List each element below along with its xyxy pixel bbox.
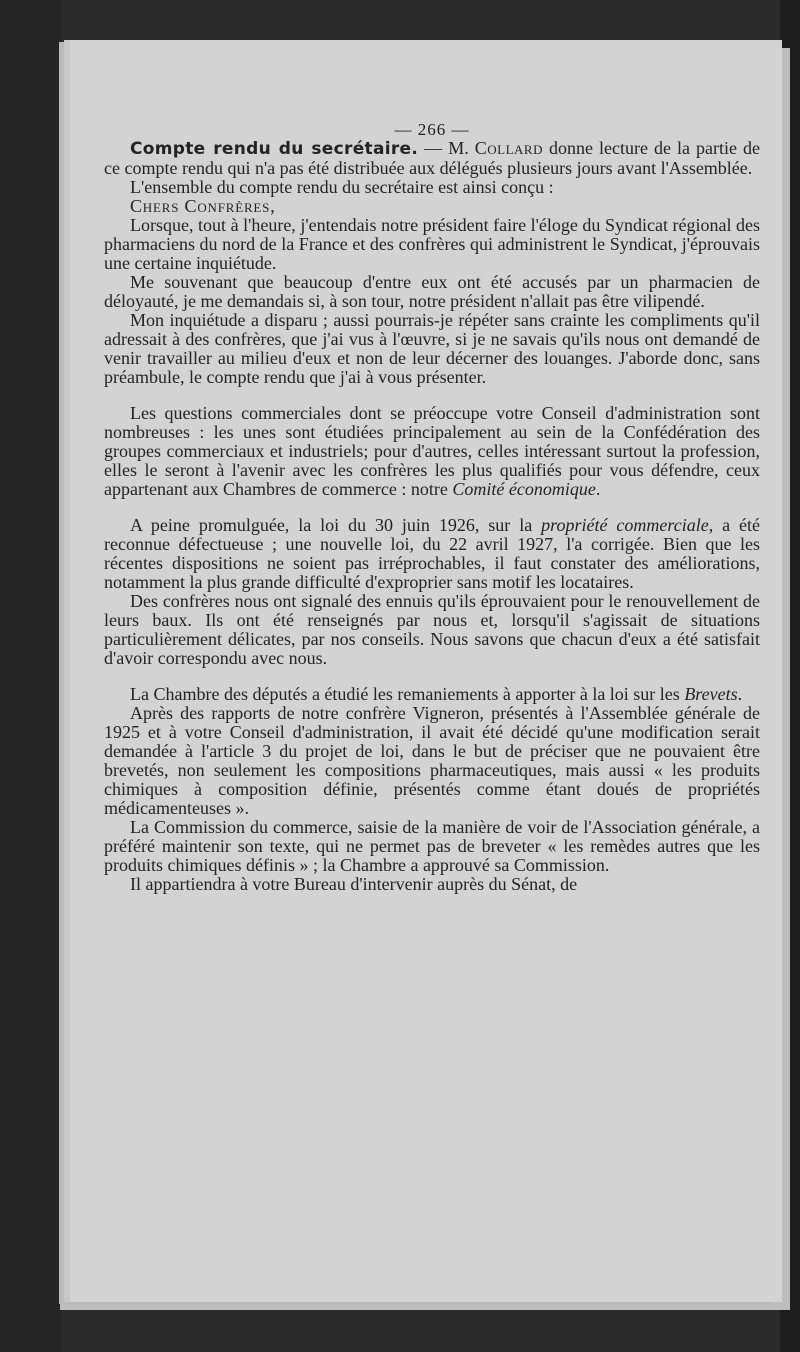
paragraph-7-start: La Chambre des députés a étudié les remaniements à apporter à la loi sur les: [130, 684, 680, 704]
spacer: [104, 499, 760, 516]
salutation: Chers Confrères,: [130, 196, 276, 216]
paragraph-7: [104, 685, 760, 704]
section-title: Compte rendu du secrétaire.: [130, 139, 419, 159]
paragraph-4-text: Les questions commerciales dont se préoccupe votre Conseil d'administration sont nombreuses : les unes sont étudiées principalement au sein de la Confédération des groupes commerciaux et industriels; pour d'autres, celles intéressant surtout la profession, elles le seront à l'avenir avec les confrères les plus qualifiés pour vous défendre, ceux appartenant aux Chambres de commerce : notre: [104, 403, 760, 499]
page-number: — 266 —: [394, 120, 470, 139]
paragraph-2: Me souvenant que beaucoup d'entre eux ont été accusés par un pharmacien de déloyauté, je me demandais si, à son tour, notre président n'allait pas être vilipendé.: [104, 272, 760, 311]
speaker-prefix: M.: [448, 138, 469, 158]
spacer: [104, 387, 760, 404]
paragraph-1: Lorsque, tout à l'heure, j'entendais notre président faire l'éloge du Syndicat régional des pharmaciens du nord de la France et des confrères qui administrent le Syndicat, j'éprouvais une certaine inquiétude.: [104, 215, 760, 273]
page-body: [104, 120, 760, 894]
paragraph-5-rest: , a été reconnue défectueuse ; une nouvelle loi, du 22 avril 1927, l'a corrigée. Bien que les récentes dispositions ne soient pas irréprochables, il faut constater des améliorations, notamment la plus grande difficulté d'exproprier sans motif les locataires.: [104, 515, 761, 592]
scan-backdrop-left: [0, 0, 62, 1352]
spacer: [104, 668, 760, 685]
paragraph-6: Des confrères nous ont signalé des ennuis qu'ils éprouvaient pour le renouvellement de leurs baux. Ils ont été renseignés par nous et, lorsqu'il s'agissait de situations particulièrement délicates, par nos conseils. Nous savons que chacun d'eux a été satisfait d'avoir correspondu avec nous.: [104, 591, 760, 668]
paragraph-4-end: .: [595, 479, 601, 499]
paragraph-7-end: .: [737, 684, 743, 704]
paragraph-8: Après des rapports de notre confrère Vigneron, présentés à l'Assemblée générale de 1925 et à votre Conseil d'administration, il avait été décidé qu'une modification serait demandée à l'article 3 du projet de loi, dans le but de préciser que ne pouvaient être brevetés, non seulement les compositions pharmaceutiques, mais aussi « les produits chimiques à composition définie, présentés comme étant doués de propriétés médicamenteuses ».: [104, 703, 760, 818]
section-heading-paragraph: [104, 139, 760, 178]
paragraph-3: Mon inquiétude a disparu ; aussi pourrais-je répéter sans crainte les compliments qu'il adressait à des confrères, que j'ai vus à l'œuvre, si je ne savais qu'ils nous ont demandé de venir travailler au milieu d'eux et non de leur décerner des louanges. J'aborde donc, sans préambule, le compte rendu que j'ai à vous présenter.: [104, 310, 760, 387]
paragraph-10: Il appartiendra à votre Bureau d'intervenir auprès du Sénat, de: [130, 874, 578, 894]
paragraph-5: [104, 516, 760, 592]
paragraph-4-italic: Comité économique: [452, 479, 596, 499]
intro-paragraph: L'ensemble du compte rendu du secrétaire est ainsi conçu :: [130, 177, 554, 197]
paragraph-5-italic: propriété commerciale: [541, 515, 709, 535]
paragraph-9: La Commission du commerce, saisie de la manière de voir de l'Association générale, a préféré maintenir son texte, qui ne permet pas de breveter « les remèdes autres que les produits chimiques définis » ; la Chambre a approuvé sa Commission.: [104, 817, 760, 875]
paragraph-5-start: A peine promulguée, la loi du 30 juin 1926, sur la: [130, 515, 533, 535]
paragraph-7-italic: Brevets: [684, 684, 738, 704]
heading-dash: —: [424, 138, 443, 158]
speaker-name: Collard: [474, 138, 543, 158]
paragraph-4: [104, 404, 760, 499]
heading-text: donne lecture de la partie de ce compte rendu qui n'a pas été distribuée aux délégués plusieurs jours avant l'Assemblée.: [104, 138, 761, 178]
